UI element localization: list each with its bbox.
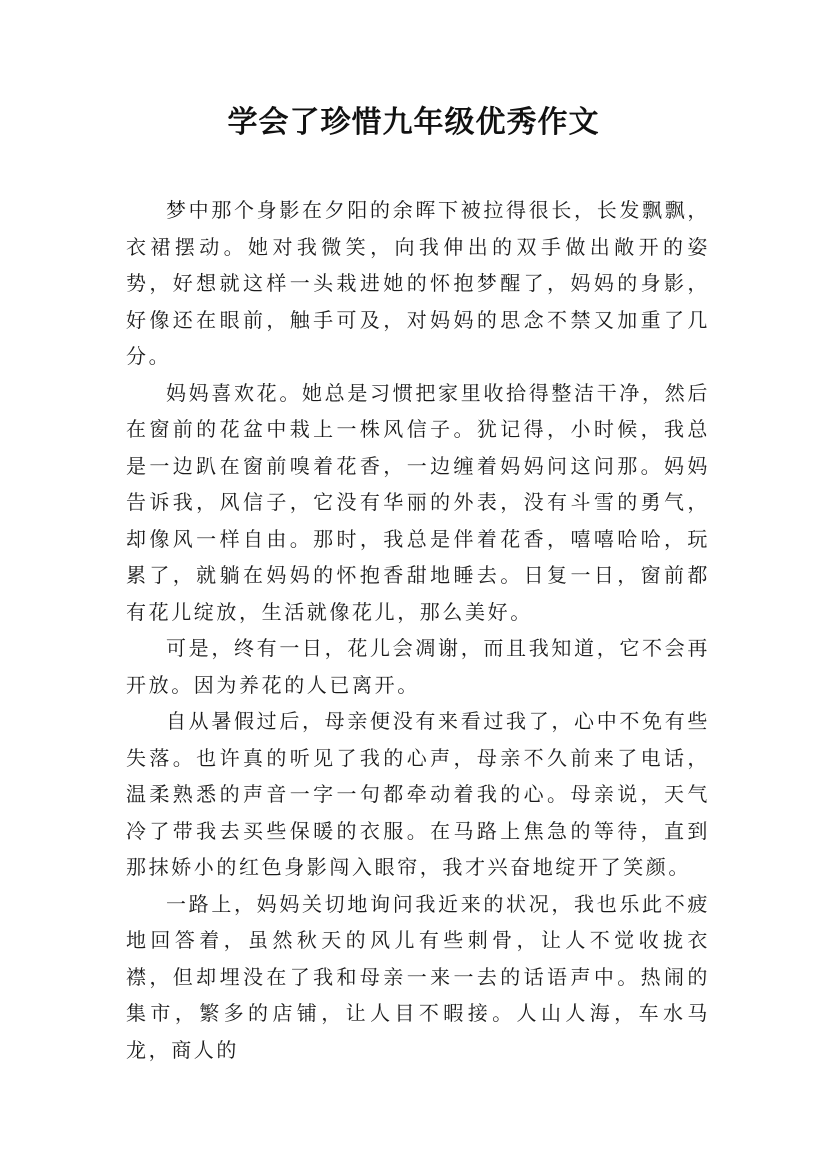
paragraph: 一路上，妈妈关切地询问我近来的状况，我也乐此不疲地回答着，虽然秋天的风儿有些刺骨，让人不觉收拢衣襟，但却埋没在了我和母亲一来一去的话语声中。热闹的集市，繁多的店铺，让人目不暇接。人山人海，车水马龙，商人的	[126, 891, 710, 1062]
paragraph: 可是，终有一日，花儿会凋谢，而且我知道，它不会再开放。因为养花的人已离开。	[126, 636, 710, 697]
paragraph: 妈妈喜欢花。她总是习惯把家里收拾得整洁干净，然后在窗前的花盆中栽上一株风信子。犹记得，小时候，我总是一边趴在窗前嗅着花香，一边缠着妈妈问这问那。妈妈告诉我，风信子，它没有华丽的外表，没有斗雪的勇气，却像风一样自由。那时，我总是伴着花香，嘻嘻哈哈，玩累了，就躺在妈妈的怀抱香甜地睡去。日复一日，窗前都有花儿绽放，生活就像花儿，那么美好。	[126, 380, 710, 624]
document-body	[126, 192, 710, 1068]
paragraph: 自从暑假过后，母亲便没有来看过我了，心中不免有些失落。也许真的听见了我的心声，母亲不久前来了电话，温柔熟悉的声音一字一句都牵动着我的心。母亲说，天气冷了带我去买些保暖的衣服。在马路上焦急的等待，直到那抹娇小的红色身影闯入眼帘，我才兴奋地绽开了笑颜。	[126, 709, 710, 879]
paragraph: 梦中那个身影在夕阳的余晖下被拉得很长，长发飘飘，衣裙摆动。她对我微笑，向我伸出的双手做出敞开的姿势，好想就这样一头栽进她的怀抱梦醒了，妈妈的身影，好像还在眼前，触手可及，对妈妈的思念不禁又加重了几分。	[126, 198, 710, 368]
document-title: 学会了珍惜九年级优秀作文	[227, 105, 600, 140]
